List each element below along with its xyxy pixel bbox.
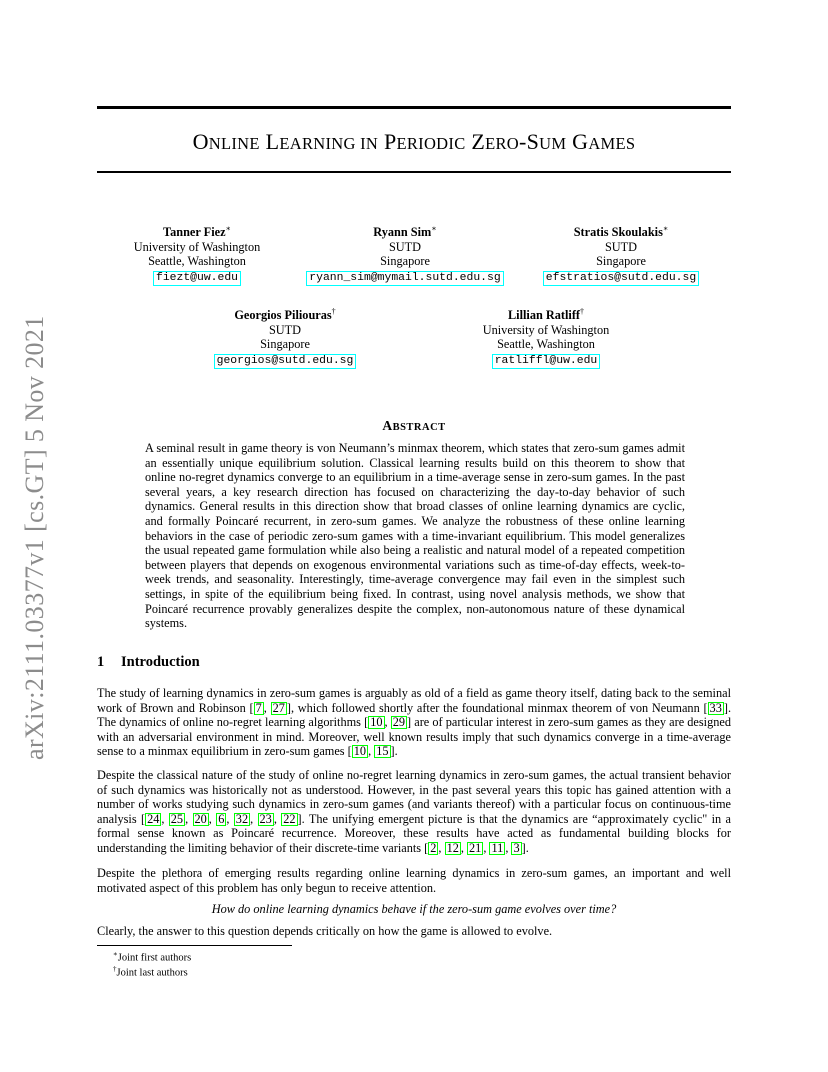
- citation-link[interactable]: 10: [353, 744, 367, 759]
- author-affiliation: University of Washington: [133, 239, 261, 254]
- author-affiliation: SUTD: [604, 239, 638, 254]
- section-heading-introduction: 1 Introduction: [97, 654, 200, 670]
- author-block: Lillian Ratliff† University of Washington Seattle, Washington ratliffl@uw.edu: [466, 305, 626, 369]
- citation-link[interactable]: 20: [194, 811, 207, 826]
- author-email-link[interactable]: georgios@sutd.edu.sg: [214, 354, 357, 369]
- arxiv-sidebar-stamp: arXiv:2111.03377v1 [cs.GT] 5 Nov 2021: [20, 315, 49, 760]
- author-location: Singapore: [380, 254, 430, 269]
- author-name: Georgios Piliouras: [234, 308, 332, 323]
- intro-paragraph-1: The study of learning dynamics in zero-sum games is arguably as old of a field as game theory itself, dating back to the seminal work of Brown and Robinson [ 7 , 27 ], which followed shortly after the foundational minmax theorem of von Neumann [ 33 ]. The dynamics of online no-regret learning algorithms [ 10 , 29 ] are of particular interest in zero-sum games as they are designed with an adversarial environment in mind. Moreover, well known results imply that such dynamics converge in a time-average sense to a minmax equilibrium in zero-sum games [ 10 , 15 ].: [97, 686, 732, 759]
- citation-group: 24 , 25 , 20 , 6 , 32 , 23 , 22: [147, 811, 296, 826]
- citation-link[interactable]: 15: [376, 744, 389, 759]
- author-affiliation: SUTD: [268, 322, 302, 337]
- citation-link[interactable]: 12: [446, 840, 459, 855]
- author-affiliation: University of Washington: [482, 322, 610, 337]
- citation-link[interactable]: 27: [272, 700, 285, 715]
- citation-link[interactable]: 25: [170, 811, 184, 826]
- abstract-body: A seminal result in game theory is von Neumann’s minmax theorem, which states that zero-sum games admit an essentially unique equilibrium solution. Classical learning results build on this theorem to show that online no-regret dynamics converge to an equilibrium in a time-average sense in zero-sum games. In the past several years, a key research direction has focused on characterizing the day-to-day behavior of such dynamics. General results in this direction show that broad classes of online learning dynamics are cyclic, and formally Poincaré recurrent, in zero-sum games. We analyze the robustness of these online learning behaviors in the case of periodic zero-sum games with a time-invariant equilibrium. This model generalizes the usual repeated game formulation while also being a realistic and natural model of a repeated competition between players that depends on exogenous environmental variations such as time-of-day effects, week-to-week trends, and seasonality. Interestingly, time-average convergence may fail even in the simplest such settings, in spite of the equilibrium being fixed. In contrast, using novel analysis methods, we show that Poincaré recurrence provably generalizes despite the complex, non-autonomous nature of these dynamical systems.: [145, 441, 685, 631]
- author-name: Stratis Skoulakis: [573, 225, 663, 240]
- citation-link[interactable]: 21: [469, 840, 482, 855]
- author-affiliation: SUTD: [388, 239, 422, 254]
- author-email-link[interactable]: ryann_sim@mymail.sutd.edu.sg: [306, 271, 503, 286]
- abstract-heading: ABSTRACT: [382, 418, 446, 433]
- citation-link[interactable]: 2: [430, 840, 437, 855]
- title-top-rule: [97, 106, 731, 109]
- footnote-rule: [97, 945, 292, 946]
- footnote: †Joint last authors: [113, 965, 188, 979]
- author-location: Seattle, Washington: [497, 337, 595, 352]
- citation-link[interactable]: 10: [370, 715, 383, 730]
- author-block: Ryann Sim∗ SUTD Singapore ryann_sim@mymail.sutd.edu.sg: [300, 222, 510, 286]
- citation-link[interactable]: 24: [147, 811, 160, 826]
- author-email-link[interactable]: efstratios@sutd.edu.sg: [543, 271, 699, 286]
- intro-paragraph-3: Despite the plethora of emerging results regarding online learning dynamics in zero-sum games, an important and well motivated aspect of this problem has only begun to receive attention.: [97, 866, 731, 895]
- author-email-link[interactable]: fiezt@uw.edu: [153, 271, 241, 286]
- citation-link[interactable]: 22: [283, 811, 296, 826]
- intro-paragraph-4: Clearly, the answer to this question depends critically on how the game is allowed to evolve.: [97, 924, 553, 938]
- research-question: How do online learning dynamics behave if the zero-sum game evolves over time?: [211, 902, 617, 916]
- citation-link[interactable]: 7: [255, 700, 262, 715]
- author-block: Stratis Skoulakis∗ SUTD Singapore efstratios@sutd.edu.sg: [536, 222, 706, 286]
- citation-link[interactable]: 33: [709, 700, 722, 715]
- title-bottom-rule: [97, 171, 731, 173]
- citation-link[interactable]: 3: [513, 840, 520, 855]
- citation-link[interactable]: 23: [259, 811, 272, 826]
- author-location: Singapore: [596, 254, 646, 269]
- citation-link[interactable]: 29: [392, 715, 406, 730]
- citation-link[interactable]: 11: [491, 840, 504, 855]
- author-name: Ryann Sim: [373, 225, 432, 240]
- author-name: Tanner Fiez: [163, 225, 226, 240]
- author-block: Georgios Piliouras† SUTD Singapore georgios@sutd.edu.sg: [200, 305, 370, 369]
- author-email-link[interactable]: ratliffl@uw.edu: [492, 354, 601, 369]
- citation-group: 2 , 12 , 21 , 11 , 3: [430, 840, 520, 855]
- author-location: Singapore: [260, 337, 310, 352]
- author-block: Tanner Fiez∗ University of Washington Seattle, Washington fiezt@uw.edu: [117, 222, 277, 286]
- intro-paragraph-2: Despite the classical nature of the study of online no-regret learning dynamics in zero-sum games, the actual transient behavior of such dynamics was historically not as understood. However, in the past several years this topic has gained attention with a number of works studying such dynamics in zero-sum games (and variants thereof) with a particular focus on continuous-time analysis [ 24 , 25 , 20 , 6 , 32 , 23 , 22 ]. The unifying emergent picture is that the dynamics are “approximately cyclic" in a formal sense known as Poincaré recurrence. Moreover, these results have acted as fundamental building blocks for understanding the limiting behavior of their discrete-time variants [ 2 , 12 , 21 , 11 , 3 ].: [97, 768, 732, 855]
- footnote: ∗Joint first authors: [113, 950, 192, 964]
- author-name: Lillian Ratliff: [507, 308, 581, 323]
- author-location: Seattle, Washington: [148, 254, 246, 269]
- citation-link[interactable]: 32: [235, 811, 249, 826]
- paper-title: ONLINE LEARNING IN PERIODIC ZERO-SUM GAMES: [192, 129, 636, 154]
- citation-link[interactable]: 6: [218, 811, 225, 826]
